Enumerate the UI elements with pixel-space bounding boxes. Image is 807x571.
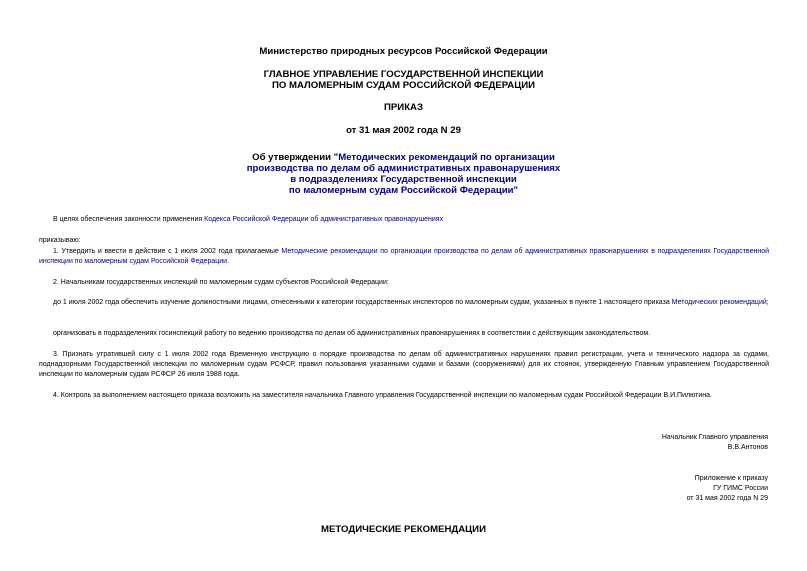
signature-block	[662, 433, 768, 453]
preamble-text: В целях обеспечения законности применения	[53, 216, 205, 223]
paragraph-2-item-1-text: до 1 июля 2002 года обеспечить изучение должностными лицами, отнесенными к категории государственных инспекторов по маломерным судам, указанных в пункте 1 настоящего приказа	[53, 299, 672, 306]
appendix-line-3: от 31 мая 2002 года N 29	[686, 495, 768, 502]
paragraph-2	[39, 278, 769, 288]
signature-position: Начальник Главного управления	[661, 434, 768, 441]
appendix-block	[687, 474, 768, 504]
title-link-line-2[interactable]: производства по делам об административных правонарушениях	[246, 163, 561, 174]
section-title: МЕТОДИЧЕСКИЕ РЕКОМЕНДАЦИИ	[321, 524, 486, 535]
recommendations-link-2[interactable]: Методических рекомендаций	[671, 299, 767, 306]
department-line-1: ГЛАВНОЕ УПРАВЛЕНИЕ ГОСУДАРСТВЕННОЙ ИНСПЕКЦИИ	[263, 69, 544, 80]
ministry-name: Министерство природных ресурсов Российской Федерации	[259, 46, 548, 57]
document-type: ПРИКАЗ	[384, 102, 423, 113]
paragraph-2-item-2-text: организовать в подразделениях госинспекций работу по ведению производства по делам об административных правонарушениях в соответствии с действующим законодательством.	[53, 330, 651, 337]
paragraph-2-item-1-end: ;	[766, 299, 769, 306]
paragraph-1-text: 1. Утвердить и ввести в действие с 1 июля 2002 года прилагаемые	[53, 248, 282, 255]
title-link-line-4[interactable]: по маломерным судам Российской Федерации"	[288, 185, 519, 196]
paragraph-4-text: 4. Контроль за выполнением настоящего приказа возложить на заместителя начальника Главного управления Государственной инспекции по маломерным судам Российской Федерации В.И.Пилютина.	[53, 392, 713, 399]
paragraph-1	[39, 247, 769, 267]
signature-name: В.В.Антонов	[727, 444, 768, 451]
order-word: приказываю:	[39, 237, 81, 244]
title-link-line-1[interactable]: "Методических рекомендаций по организации	[333, 152, 555, 163]
appendix-line-2: ГУ ГИМС России	[713, 485, 768, 492]
paragraph-3	[39, 350, 769, 380]
paragraph-3-text: 3. Признать утратившей силу с 1 июля 2002 года Временную инструкцию о порядке производства по делам об административных нарушениях правил регистрации, учета и технического надзора за судами, поднадзорными Государственной инспекции по маломерным судам РСФСР, правил пользования указанными судами и базами (сооружениями) для их стоянок, утвержденную Главным управлением Государственной инспекции по маломерным судам РСФСР 26 июля 1988 года.	[39, 351, 769, 378]
paragraph-preamble	[39, 215, 769, 225]
appendix-line-1: Приложение к приказу	[694, 475, 768, 482]
recommendations-link[interactable]: Методические рекомендации по организации производства по делам об административных правонарушениях в подразделениях Государственной инспекции по маломерным судам Российской Федерации	[39, 248, 770, 265]
paragraph-4	[39, 391, 769, 401]
paragraph-2-text: 2. Начальникам государственных инспекций по маломерным судам субъектов Российской Федерации:	[53, 279, 389, 286]
paragraph-1-end: .	[227, 258, 230, 265]
code-link[interactable]: Кодекса Российской Федерации об административных правонарушениях	[204, 216, 444, 223]
paragraph-2-item-1	[39, 298, 769, 308]
title-prefix: Об утверждении	[252, 152, 334, 163]
department-line-2: ПО МАЛОМЕРНЫМ СУДАМ РОССИЙСКОЙ ФЕДЕРАЦИИ	[271, 80, 536, 91]
document-date: от 31 мая 2002 года N 29	[346, 125, 461, 136]
title-link-line-3[interactable]: в подразделениях Государственной инспекции	[290, 174, 517, 185]
paragraph-2-item-2	[39, 329, 769, 339]
